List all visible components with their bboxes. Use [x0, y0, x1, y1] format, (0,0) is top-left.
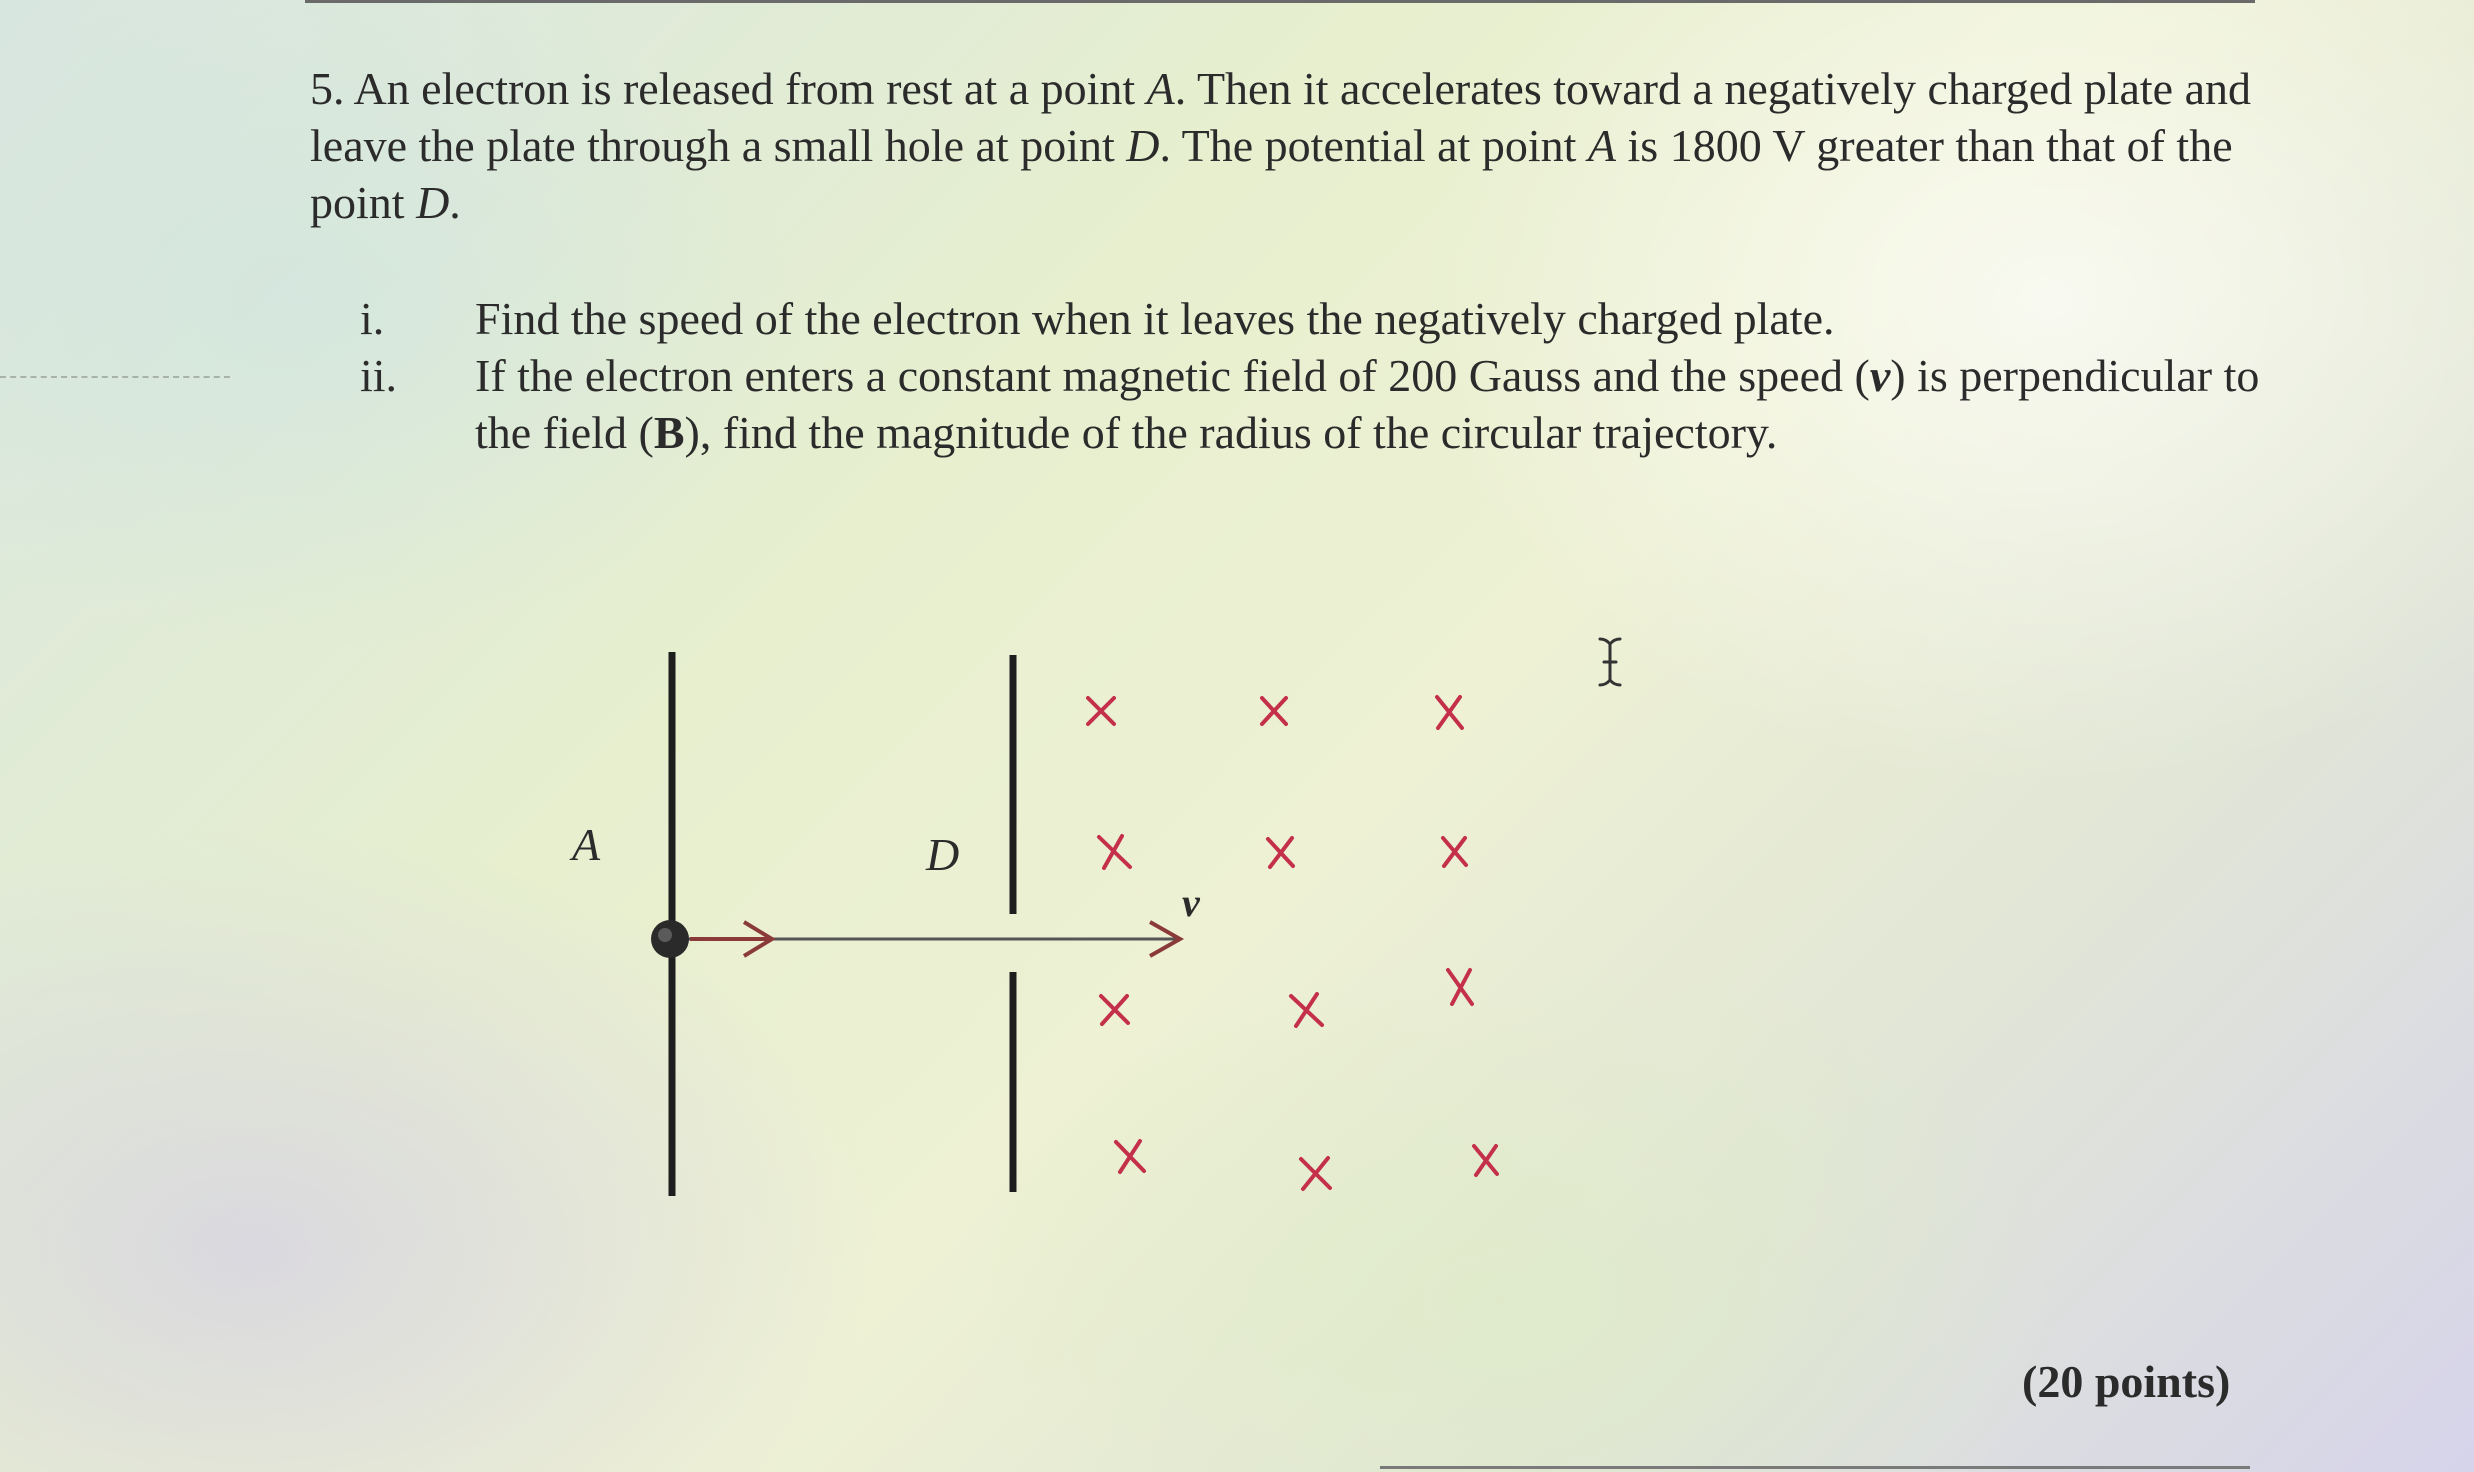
point-d-ref: D — [1126, 120, 1160, 171]
field-marker-x — [1443, 838, 1466, 866]
field-marker-x — [1474, 1146, 1497, 1175]
label-v: v — [1182, 880, 1200, 925]
problem-number: 5. — [310, 63, 345, 114]
label-d: D — [926, 829, 960, 880]
velocity-symbol: v — [1869, 350, 1891, 401]
field-marker-x — [1301, 1158, 1330, 1189]
field-symbol: B — [653, 407, 685, 458]
field-marker-x — [1262, 698, 1286, 724]
electron-highlight — [658, 928, 672, 942]
label-a: A — [572, 819, 601, 870]
field-marker-x — [1099, 836, 1130, 868]
point-a-ref: A — [1146, 63, 1175, 114]
points-label: (20 points) — [2022, 1356, 2231, 1407]
field-marker-x — [1088, 698, 1114, 724]
field-marker-x — [1116, 1141, 1144, 1172]
field-marker-x — [1291, 994, 1322, 1026]
subquestion-text: Find the speed of the electron when it leaves the negatively charged plate. — [475, 293, 1835, 344]
field-marker-x — [1448, 970, 1472, 1004]
subquestion-label: i. — [360, 293, 385, 344]
text-cursor-icon — [1592, 636, 1628, 688]
point-d-ref: D — [416, 177, 450, 228]
page-bottom-rule — [1380, 1466, 2250, 1469]
subquestion-label: ii. — [360, 350, 398, 401]
field-marker-x — [1101, 996, 1128, 1024]
magnetic-field — [1088, 697, 1497, 1189]
field-marker-x — [1268, 838, 1293, 867]
field-marker-x — [1437, 697, 1462, 728]
point-a-ref: A — [1587, 120, 1617, 171]
problem-paragraph: 5. An electron is released from rest at a point A. Then it accelerates toward a negatively charged plate and leave the plate through a small hole at point D. The potential at point A is 1800 V greater than that of the point D. — [310, 63, 2252, 228]
subquestion-text: If the electron enters a constant magnetic field of 200 Gauss and the speed (v) is perpendicular to the field (B), find the magnitude of the radius of the circular trajectory. — [475, 350, 2260, 458]
